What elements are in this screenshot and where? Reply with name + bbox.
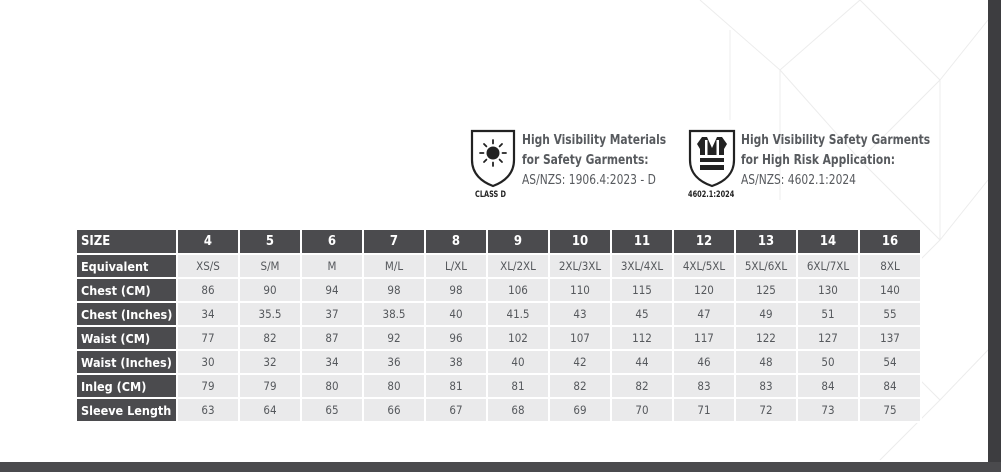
size-chart-table [75,228,922,423]
sun-shield-icon [468,128,518,188]
table-cell: 79 [239,374,301,398]
size-col-header: 11 [611,229,673,254]
table-cell: 82 [611,374,673,398]
table-cell: 40 [425,302,487,326]
table-cell: 50 [797,350,859,374]
table-cell: M/L [363,254,425,278]
table-cell: 45 [611,302,673,326]
table-cell: 92 [363,326,425,350]
table-cell: 112 [611,326,673,350]
safety-vest-shield-icon [686,128,738,188]
certification-4602 [686,128,946,204]
table-cell: 54 [859,350,921,374]
table-cell: 32 [239,350,301,374]
table-cell: 30 [177,350,239,374]
row-label: Chest (CM) [76,278,177,302]
table-cell: 68 [487,398,549,422]
table-cell: 117 [673,326,735,350]
table-cell: 84 [797,374,859,398]
size-col-header: 4 [177,229,239,254]
table-cell: 77 [177,326,239,350]
table-cell: 80 [301,374,363,398]
table-cell: 42 [549,350,611,374]
table-cell: 107 [549,326,611,350]
table-cell: 65 [301,398,363,422]
table-cell: 127 [797,326,859,350]
size-col-header: 13 [735,229,797,254]
table-cell: 140 [859,278,921,302]
table-cell: 48 [735,350,797,374]
table-cell: 5XL/6XL [735,254,797,278]
size-col-header: 7 [363,229,425,254]
table-cell: 2XL/3XL [549,254,611,278]
table-cell: 46 [673,350,735,374]
size-header-label: SIZE [76,229,177,254]
table-cell: 67 [425,398,487,422]
window-edge [988,0,1001,472]
table-cell: 38 [425,350,487,374]
size-col-header: 12 [673,229,735,254]
size-header-row [76,229,921,254]
table-cell: 130 [797,278,859,302]
table-cell: 71 [673,398,735,422]
table-cell: 106 [487,278,549,302]
table-cell: 3XL/4XL [611,254,673,278]
table-cell: 36 [363,350,425,374]
table-row [76,326,921,350]
certification-standard: AS/NZS: 4602.1:2024 [741,172,856,188]
certification-title-line-2: for Safety Garments: [522,152,649,168]
table-cell: 4XL/5XL [673,254,735,278]
table-cell: 84 [859,374,921,398]
table-cell: 34 [177,302,239,326]
table-cell: 49 [735,302,797,326]
table-cell: XS/S [177,254,239,278]
class-d-code: CLASS D [475,190,507,200]
table-row [76,302,921,326]
table-cell: S/M [239,254,301,278]
table-cell: 79 [177,374,239,398]
table-cell: 115 [611,278,673,302]
table-cell: 69 [549,398,611,422]
table-row [76,350,921,374]
table-cell: 73 [797,398,859,422]
row-label: Waist (CM) [76,326,177,350]
standard-code: 4602.1:2024 [688,190,735,200]
certification-class-d [468,128,678,204]
table-cell: 47 [673,302,735,326]
size-col-header: 14 [797,229,859,254]
table-cell: 34 [301,350,363,374]
table-cell: 51 [797,302,859,326]
table-cell: 43 [549,302,611,326]
table-cell: 41.5 [487,302,549,326]
table-cell: XL/2XL [487,254,549,278]
table-cell: 90 [239,278,301,302]
table-cell: 63 [177,398,239,422]
table-cell: 6XL/7XL [797,254,859,278]
table-cell: 37 [301,302,363,326]
table-cell: 83 [673,374,735,398]
size-col-header: 5 [239,229,301,254]
certification-title-line-1: High Visibility Safety Garments [741,132,931,148]
table-cell: 64 [239,398,301,422]
table-cell: 94 [301,278,363,302]
table-cell: 110 [549,278,611,302]
table-cell: 137 [859,326,921,350]
table-cell: 70 [611,398,673,422]
table-cell: 87 [301,326,363,350]
table-cell: 44 [611,350,673,374]
table-cell: 81 [425,374,487,398]
table-cell: 125 [735,278,797,302]
table-cell: 80 [363,374,425,398]
table-cell: L/XL [425,254,487,278]
table-cell: 66 [363,398,425,422]
row-label: Chest (Inches) [76,302,177,326]
table-row [76,398,921,422]
row-label: Inleg (CM) [76,374,177,398]
table-cell: 81 [487,374,549,398]
size-col-header: 16 [859,229,921,254]
table-cell: 98 [425,278,487,302]
table-cell: 82 [549,374,611,398]
table-cell: 38.5 [363,302,425,326]
table-cell: 98 [363,278,425,302]
table-cell: 35.5 [239,302,301,326]
size-col-header: 6 [301,229,363,254]
certification-standard: AS/NZS: 1906.4:2023 - D [522,172,656,188]
table-cell: 40 [487,350,549,374]
row-label: Equivalent [76,254,177,278]
bottom-bar [0,462,1001,472]
table-cell: 122 [735,326,797,350]
table-cell: 55 [859,302,921,326]
table-cell: 72 [735,398,797,422]
table-row [76,374,921,398]
table-cell: M [301,254,363,278]
size-col-header: 9 [487,229,549,254]
table-cell: 83 [735,374,797,398]
certification-title-line-1: High Visibility Materials [522,132,667,148]
table-cell: 82 [239,326,301,350]
table-cell: 75 [859,398,921,422]
table-cell: 120 [673,278,735,302]
certification-title-line-2: for High Risk Application: [741,152,896,168]
size-col-header: 8 [425,229,487,254]
table-row [76,278,921,302]
table-cell: 86 [177,278,239,302]
row-label: Sleeve Length [76,398,177,422]
row-label: Waist (Inches) [76,350,177,374]
table-cell: 8XL [859,254,921,278]
size-col-header: 10 [549,229,611,254]
table-cell: 96 [425,326,487,350]
table-row [76,254,921,278]
table-cell: 102 [487,326,549,350]
